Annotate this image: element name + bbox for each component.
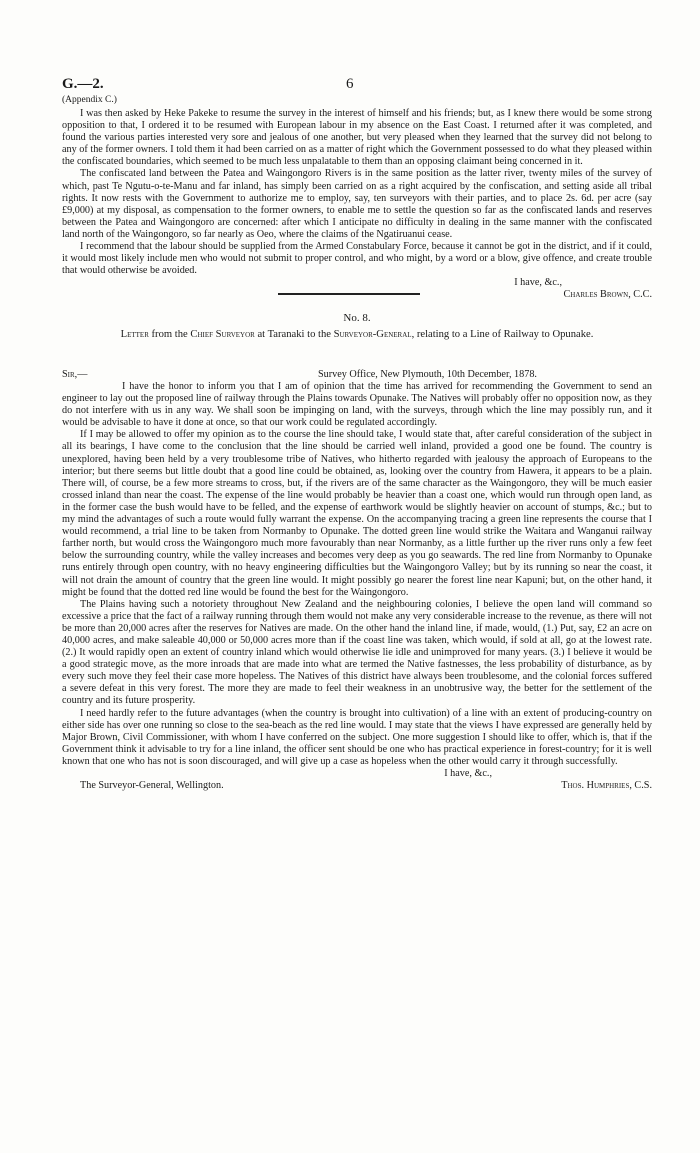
document-reference: G.—2. [62,76,104,92]
section-divider [278,293,420,295]
addressee: The Surveyor-General, Wellington. [80,780,224,792]
dateline: Survey Office, New Plymouth, 10th December, 1878. [318,369,537,380]
title-surveyor-general: Surveyor-General [333,329,412,340]
letter-8-body [62,381,652,792]
title-from: from the [151,329,188,340]
letter-8-signature: Thos. Humphries, C.S. [561,780,652,792]
letter-8-paragraph: If I may be allowed to offer my opinion as to the course the line should take, I would state that, after careful consideration of the subject in all its bearings, I have come to the conclusion that the line should be carried well inland, provided a good one be found. The country is unexplored, having been held by a very troublesome tribe of Natives, who hitherto regarded with jealousy the approach of Europeans to the interior; but there seems but little doubt that a good line could be obtained, as, looking over the country from Hawera, it appears to be a plain. There will, of course, be a few more streams to cross, but, if the rivers are of the same character as the Waingongoro, they will be much easier crossed inland than near the coast. The expense of the line would probably be heavier than a coast one, which would run through open land, as in the former case the bush would have to be felled, and the expense of earthwork would be slightly heavier on account of stumps, &c.; but to my mind the advantages of such a route would fully warrant the expense. On the accompanying tracing a green line represents the course that I would recommend, a trial line to be taken from Normanby to Opunake. The dotted green line would strike the Waitara and Wanganui railway farther north, but would cross the Waingongoro much more favourably than near Normanby, as a little further up the river runs only a few feet below the surrounding country, while the valley increases and becomes very deep as you go seawards. The red line from Normanby to Opunake runs entirely through open country, with no heavy engineering difficulties but the Waingongoro Valley; but by its running so near the coast, it will not drain the amount of country that the green line would. It might possibly go nearer the forest line near Kapuni; but, on the other hand, it might be found that the dotted red line would be found the best for the Waingongoro. [62,429,652,598]
title-at: at Taranaki to the [257,329,331,340]
salutation: Sir,— [62,369,88,380]
letter-title [62,328,652,341]
title-rest: , relating to a Line of Railway to Opunake. [411,329,594,340]
letter-8-paragraph: I have the honor to inform you that I am of opinion that the time has arrived for recommending the Government to send an engineer to lay out the proposed line of railway through the Plains towards Opunake. The Natives will probably offer no opposition now, as they do not interfere with us in any way. We shall soon be impinging on land, with the surveys, through which the line may possibly run, and it would be advisable to have it done at once, so that our work could be regulated accordingly. [62,381,652,429]
page-number: 6 [346,76,354,92]
letter-8-closing: I have, &c., [444,768,492,779]
page-header [50,78,670,108]
letter-number: No. 8. [343,312,371,324]
title-chief-surveyor: Chief Surveyor [190,329,255,340]
letter-8-paragraph: The Plains having such a notoriety throughout New Zealand and the neighbouring colonies, I believe the open land will command so excessive a price that the fact of a railway running through them would not make any very considerable increase to the revenue, as there will not be more than 20,000 acres after the reserves for Natives are made. On the other hand the inland line, if made, would, (1.) Put, say, £2 an acre on 40,000 acres, and make saleable 40,000 or 50,000 acres more than if the coast line was taken, which would, if sold at all, go at the lowest rate. (2.) It would rapidly open an extent of country inland which would otherwise lie idle and unimproved for many years. (3.) I believe it would be a good strategic move, as the more inroads that are made into what are termed the Native fastnesses, the less probability of disturbance, as by every such move they feel their case more hopeless. The Natives of this district have always been troublesome, and the colonial forces suffered a severe defeat in this very forest. The more they are made to feel their weakness in an unobtrusive way, the better for the settlement of the country and its future prosperity. [62,598,652,707]
appendix-label: (Appendix C.) [62,95,117,105]
title-letter: Letter [120,329,149,340]
letter-7-paragraph: I was then asked by Heke Pakeke to resume the survey in the interest of himself and his friends; but, as I knew there would be some strong opposition to that, I ordered it to be resumed with European labour in my absence on the East Coast. I returned after it was completed, and found the various parties interested very sore and jealous of one another, but very pleased when they learned that the survey did not belong to any of the former owners. I told them it had been carried on as a matter of right which the Government possessed to do what they pleased within the confiscated boundaries, which seemed to be much less unpalatable to them than an opposing claimant being concerned in it. [62,108,652,168]
letter-7-signature: Charles Brown, C.C. [563,289,652,301]
letter-8-signoff [62,780,652,792]
letter-7-paragraph: I recommend that the labour should be supplied from the Armed Constabulary Force, because it cannot be got in the district, and if it could, it would most likely include men who would not submit to proper control, and who might, by a word or a blow, give offence, and create trouble that would otherwise be avoided. [62,241,652,277]
letter-8-paragraph: I need hardly refer to the future advantages (when the country is brought into cultivation) of a line with an extent of producing-country on either side has over one running so close to the sea-beach as the red line would. I may state that the views I have expressed are generally held by Major Brown, Civil Commissioner, with whom I have conferred on the subject. One more suggestion I should like to offer, which is, that if the Government think it advisable to try for a line inland, the officer sent should be one who has practical experience in forest-country; for it is well known that one who has not is soon discouraged, and will give up a case as hopeless when the other would carry it through successfully. [62,707,652,767]
letter-7-closing: I have, &c., [514,277,562,289]
letter-7-continuation [62,108,652,302]
letter-7-paragraph: The confiscated land between the Patea and Waingongoro Rivers is in the same position as the latter river, twenty miles of the survey of which, past Te Ngutu-o-te-Manu and far inland, has simply been carried on as a right acquired by the confiscation, and setting aside all tribal rights. It now rests with the Government to authorize me to employ, say, ten surveyors with their parties, and to place 2s. 6d. per acre (say £9,000) at my disposal, as compensation to the former owners, to enable me to settle the question so far as the confiscated lands and reserves between the Patea and Waingongoro are concerned: after which I anticipate no difficulty in dealing in the same manner with the confiscated land north of the Waingongoro, so far nearly as Oeo, where the claims of the Ngatiruanui cease. [62,168,652,240]
